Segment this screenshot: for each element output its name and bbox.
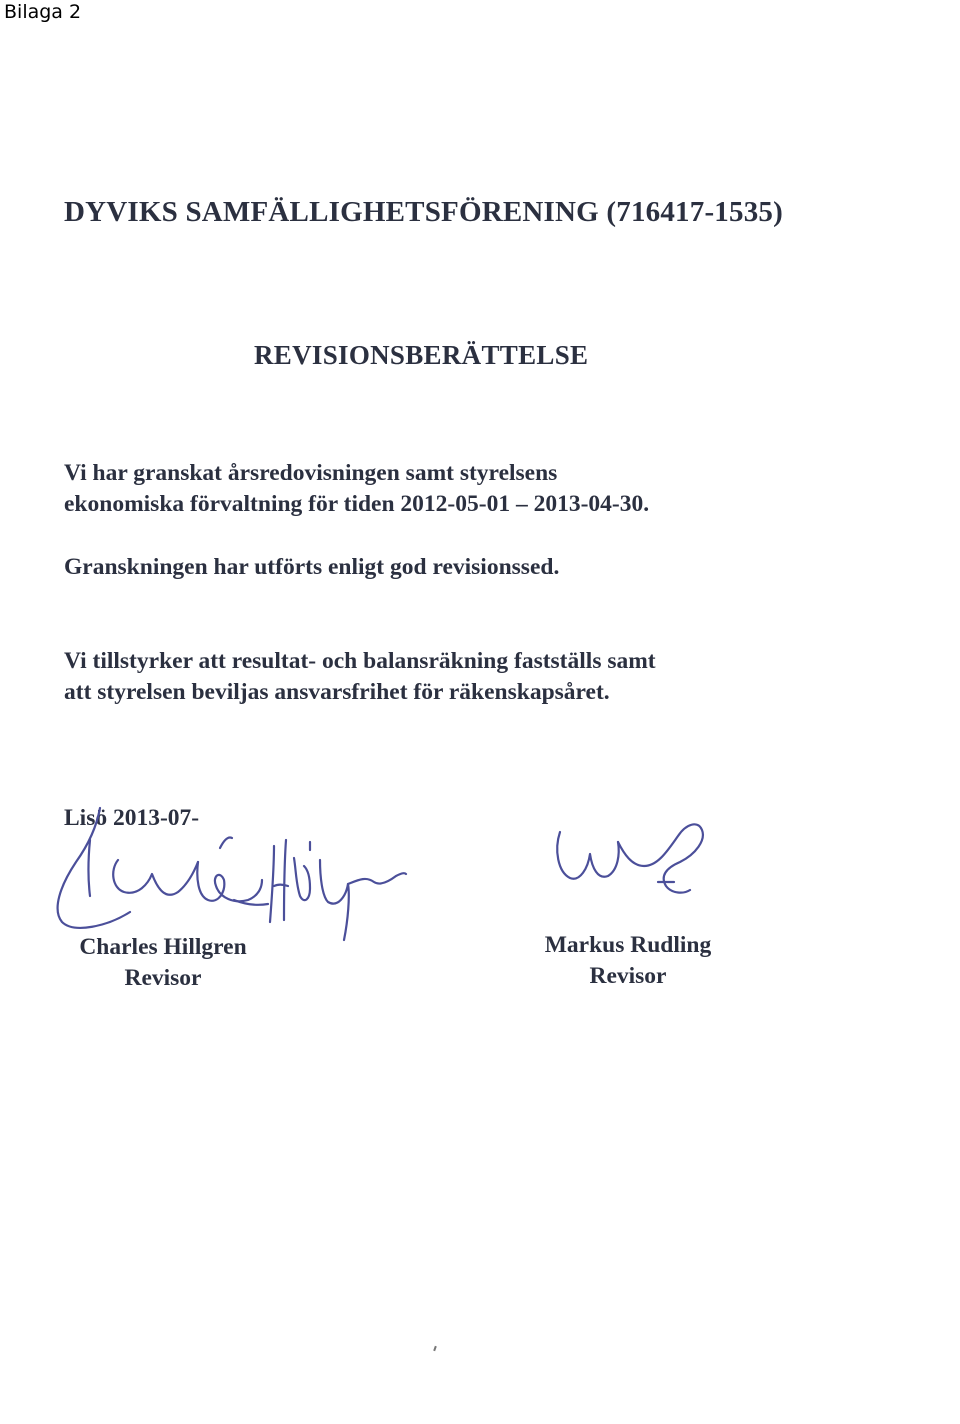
- signatory-role: Revisor: [589, 963, 667, 989]
- signatory-name: Markus Rudling: [544, 932, 712, 958]
- paragraph-audit-scope: [64, 458, 649, 520]
- paragraph-line: Vi har granskat årsredovisningen samt styrelsens: [64, 460, 558, 486]
- paragraph-audit-standard: [64, 552, 559, 583]
- paragraph-line: Granskningen har utförts enligt god revisionssed.: [64, 554, 560, 580]
- place-date: Lisö 2013-07-: [64, 805, 200, 831]
- signatory-block-right: [528, 930, 728, 992]
- page-label: Bilaga 2: [4, 1, 82, 23]
- document-title: REVISIONSBERÄTTELSE: [254, 340, 589, 370]
- organization-title: DYVIKS SAMFÄLLIGHETSFÖRENING (716417-1535): [64, 196, 783, 228]
- signatory-role: Revisor: [124, 965, 202, 991]
- scan-speck: [433, 1346, 437, 1351]
- signatory-block-left: [62, 932, 264, 994]
- paragraph-line: Vi tillstyrker att resultat- och balansräkning fastställs samt: [64, 648, 656, 674]
- paragraph-recommendation: [64, 646, 656, 708]
- signatory-name: Charles Hillgren: [79, 934, 247, 960]
- signature-charles-hillgren: [48, 800, 418, 950]
- signature-markus-rudling: [548, 810, 718, 910]
- paragraph-line: att styrelsen beviljas ansvarsfrihet för räkenskapsåret.: [64, 679, 610, 705]
- paragraph-line: ekonomiska förvaltning för tiden 2012-05-01 – 2013-04-30.: [64, 491, 650, 517]
